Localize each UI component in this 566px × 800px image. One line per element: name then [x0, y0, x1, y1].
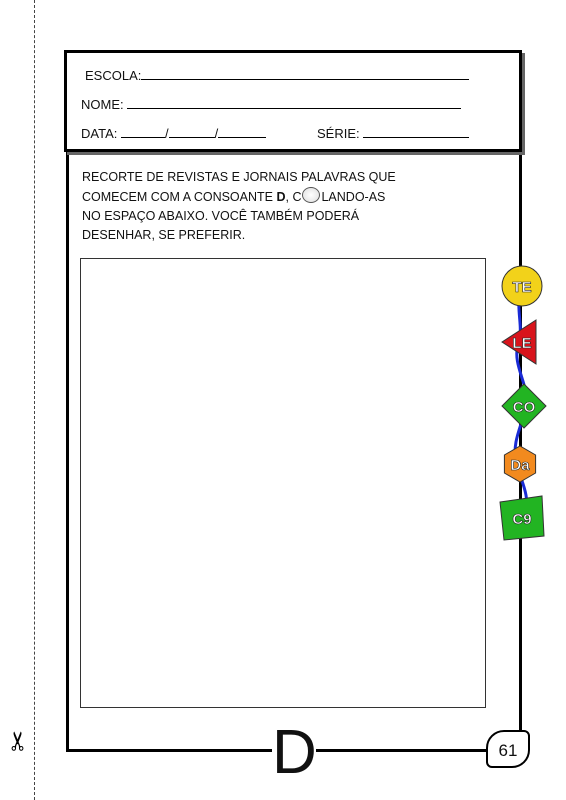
chain-item-te	[502, 266, 542, 306]
date-year-line[interactable]	[218, 126, 266, 138]
chain-label: TE	[512, 279, 532, 296]
name-line[interactable]	[127, 97, 461, 109]
syllable-chain-decoration	[490, 256, 550, 556]
instruction-segment: ,	[285, 190, 293, 204]
drawing-area[interactable]	[80, 258, 486, 708]
glue-icon	[302, 187, 320, 203]
instruction-segment: C	[292, 190, 302, 204]
date-separator: /	[164, 126, 169, 141]
chain-label: C9	[512, 511, 532, 528]
chain-label: CO	[512, 399, 536, 416]
name-field[interactable]	[81, 97, 461, 112]
cut-dashed-line	[34, 0, 35, 800]
grade-label: SÉRIE:	[317, 126, 360, 141]
student-info-box	[64, 50, 522, 152]
scissors-icon: ✂	[3, 730, 34, 752]
instruction-line	[82, 187, 462, 207]
date-month-line[interactable]	[169, 126, 215, 138]
instruction-line: DESENHAR, SE PREFERIR.	[82, 228, 246, 242]
chain-item-da	[504, 446, 535, 482]
school-field[interactable]	[85, 68, 469, 83]
grade-line[interactable]	[363, 126, 469, 138]
instruction-segment: COMECEM COM A CONSOANTE	[82, 190, 277, 204]
school-line[interactable]	[141, 68, 469, 80]
bottom-rule-left	[66, 749, 274, 752]
school-label: ESCOLA:	[85, 68, 142, 83]
instruction-line: RECORTE DE REVISTAS E JORNAIS PALAVRAS QUE	[82, 170, 396, 184]
chain-label: LE	[512, 335, 532, 352]
consonant-letter: D	[272, 718, 317, 787]
date-day-line[interactable]	[121, 126, 165, 138]
chain-label: Da	[510, 457, 530, 474]
name-label: NOME:	[81, 97, 124, 112]
consonant-highlight: D	[276, 190, 286, 204]
instruction-segment: LANDO-AS	[321, 190, 386, 204]
date-label: DATA:	[81, 126, 118, 141]
page-number: 61	[486, 730, 530, 768]
bottom-rule-right	[312, 749, 498, 752]
date-field[interactable]	[81, 126, 266, 141]
chain-item-c9	[500, 496, 544, 540]
instruction-line: NO ESPAÇO ABAIXO. VOCÊ TAMBÉM PODERÁ	[82, 209, 360, 223]
chain-item-co	[502, 384, 546, 428]
instructions-text	[82, 168, 462, 245]
date-separator: /	[214, 126, 219, 141]
grade-field[interactable]	[317, 126, 469, 141]
